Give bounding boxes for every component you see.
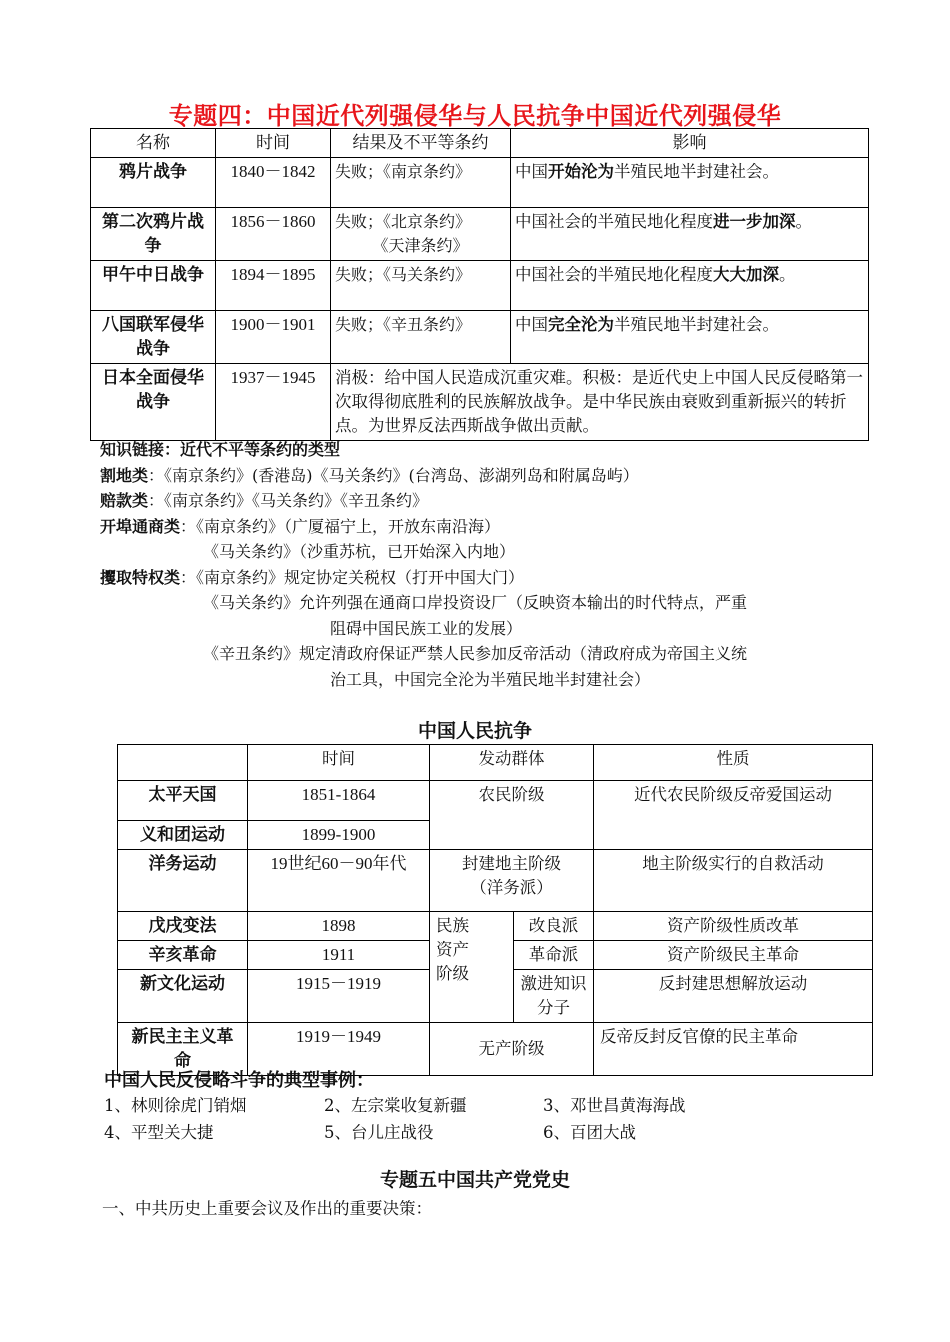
resistance-table xyxy=(117,744,873,1076)
cession-line xyxy=(100,463,870,489)
effect-post: 半殖民地半封建社会。 xyxy=(614,162,779,181)
indemnity-line xyxy=(100,488,870,514)
example-item: 2、左宗棠收复新疆 xyxy=(324,1096,467,1115)
cession-text: ：《南京条约》(香港岛)《马关条约》(台湾岛、澎湖列岛和附属岛屿） xyxy=(148,465,639,485)
cession-label: 割地类 xyxy=(100,465,149,485)
effect-pre: 中国社会的半殖民地化程度 xyxy=(515,212,713,231)
table-header-row xyxy=(91,129,869,158)
event-subgroup: 改良派 xyxy=(514,912,594,941)
effect-post: 半殖民地半封建社会。 xyxy=(614,315,779,334)
war-name: 鸦片战争 xyxy=(91,158,216,208)
group-line-2: （洋务派） xyxy=(470,878,553,897)
table-row xyxy=(91,364,869,441)
invasion-table xyxy=(90,128,869,441)
war-name: 日本全面侵华战争 xyxy=(91,364,216,441)
table-row xyxy=(118,781,873,821)
event-nature: 资产阶级民主革命 xyxy=(594,941,873,970)
event-time: 1915－1919 xyxy=(248,970,430,1023)
event-nature: 地主阶级实行的自救活动 xyxy=(594,850,873,912)
indemnity-text: ：《南京条约》《马关条约》《辛丑条约》 xyxy=(148,491,429,510)
event-name: 太平天国 xyxy=(118,781,248,821)
topic5-heading: 专题五中国共产党党史 xyxy=(379,1169,570,1191)
event-name: 洋务运动 xyxy=(118,850,248,912)
peasant-group: 农民阶级 xyxy=(430,781,594,850)
event-time: 1899-1900 xyxy=(248,821,430,850)
example-item: 3、邓世昌黄海海战 xyxy=(543,1096,686,1115)
event-subgroup: 革命派 xyxy=(514,941,594,970)
effect-post: 。 xyxy=(779,265,796,284)
event-subgroup: 激进知识分子 xyxy=(514,970,594,1023)
event-group xyxy=(430,850,594,912)
header-time: 时间 xyxy=(216,129,331,158)
event-nature: 反帝反封反官僚的民主革命 xyxy=(594,1023,873,1076)
header-name: 名称 xyxy=(91,129,216,158)
event-time: 1851-1864 xyxy=(248,781,430,821)
event-name: 戊戌变法 xyxy=(118,912,248,941)
war-time: 1900－1901 xyxy=(216,311,331,364)
event-group: 无产阶级 xyxy=(430,1023,594,1076)
table-row xyxy=(118,850,873,912)
header-group: 发动群体 xyxy=(430,745,594,781)
topic5-line-1: 一、中共历史上重要会议及作出的重要决策： xyxy=(102,1199,432,1218)
table-row xyxy=(91,311,869,364)
examples-heading: 中国人民反侵略斗争的典型事例： xyxy=(104,1070,374,1091)
table-row xyxy=(91,261,869,311)
war-time: 1894－1895 xyxy=(216,261,331,311)
war-effect xyxy=(511,261,869,311)
war-result: 失败；《马关条约》 xyxy=(331,261,511,311)
war-effect: 消极：给中国人民造成沉重灾难。积极：是近代史上中国人民反侵略第一次取得彻底胜利的民族解放战争。是中华民族由衰败到重新振兴的转折点。为世界反法西斯战争做出贡献。 xyxy=(331,364,869,441)
war-effect xyxy=(511,311,869,364)
event-time: 1911 xyxy=(248,941,430,970)
ports-text-1: ：《南京条约》（广厦福宁上，开放东南沿海） xyxy=(180,516,501,536)
event-time: 1898 xyxy=(248,912,430,941)
event-name: 新民主主义革命 xyxy=(118,1023,248,1076)
treaty-types-section xyxy=(100,437,870,692)
war-time: 1840－1842 xyxy=(216,158,331,208)
effect-bold: 进一步加深 xyxy=(713,212,796,231)
event-time: 1919－1949 xyxy=(248,1023,430,1076)
indemnity-label: 赔款类 xyxy=(100,491,149,510)
privilege-label: 攫取特权类 xyxy=(100,567,181,587)
war-name: 甲午中日战争 xyxy=(91,261,216,311)
group-line-1: 封建地主阶级 xyxy=(462,854,561,873)
resistance-heading: 中国人民抗争 xyxy=(417,720,532,742)
ports-label: 开埠通商类 xyxy=(100,516,181,536)
effect-pre: 中国社会的半殖民地化程度 xyxy=(515,265,713,284)
page-title: 专题四：中国近代列强侵华与人民抗争中国近代列强侵华 xyxy=(168,102,782,130)
example-item: 6、百团大战 xyxy=(543,1123,636,1142)
table-row xyxy=(91,208,869,261)
table-row xyxy=(91,158,869,208)
privilege-text-1: ：《南京条约》规定协定关税权（打开中国大门） xyxy=(180,567,525,587)
effect-bold: 开始沦为 xyxy=(548,162,614,181)
table-row xyxy=(118,912,873,941)
event-name: 新文化运动 xyxy=(118,970,248,1023)
example-item: 5、台儿庄战役 xyxy=(324,1123,434,1142)
header-nature: 性质 xyxy=(594,745,873,781)
result-line-1: 失败；《北京条约》 xyxy=(335,212,472,231)
war-name: 第二次鸦片战争 xyxy=(91,208,216,261)
result-line-2: 《天津条约》 xyxy=(372,236,469,255)
example-item: 4、平型关大捷 xyxy=(104,1123,214,1142)
table-header-row xyxy=(118,745,873,781)
war-time: 1937－1945 xyxy=(216,364,331,441)
privilege-text-2a: 《马关条约》允许列强在通商口岸投资设厂（反映资本输出的时代特点，严重 xyxy=(203,593,748,612)
privilege-text-3a: 《辛丑条约》规定清政府保证严禁人民参加反帝活动（清政府成为帝国主义统 xyxy=(203,644,748,663)
header-blank xyxy=(118,745,248,781)
ports-text-2: 《马关条约》（沙重苏杭，已开始深入内地） xyxy=(203,542,516,561)
effect-post: 。 xyxy=(795,212,812,231)
event-name: 义和团运动 xyxy=(118,821,248,850)
event-nature: 资产阶级性质改革 xyxy=(594,912,873,941)
privilege-text-3b: 治工具，中国完全沦为半殖民地半封建社会） xyxy=(330,669,651,689)
effect-bold: 完全沦为 xyxy=(548,315,614,334)
header-result: 结果及不平等条约 xyxy=(331,129,511,158)
privilege-text-2b: 阻碍中国民族工业的发展） xyxy=(330,618,523,638)
effect-pre: 中国 xyxy=(515,315,548,334)
ports-line xyxy=(100,514,870,540)
war-time: 1856－1860 xyxy=(216,208,331,261)
war-result: 失败；《南京条约》 xyxy=(331,158,511,208)
example-item: 1、林则徐虎门销烟 xyxy=(104,1096,247,1115)
header-time: 时间 xyxy=(248,745,430,781)
event-name: 辛亥革命 xyxy=(118,941,248,970)
peasant-nature: 近代农民阶级反帝爱国运动 xyxy=(594,781,873,850)
effect-bold: 大大加深 xyxy=(713,265,779,284)
war-result: 失败；《辛丑条约》 xyxy=(331,311,511,364)
war-result xyxy=(331,208,511,261)
war-name: 八国联军侵华战争 xyxy=(91,311,216,364)
war-effect xyxy=(511,158,869,208)
header-effect: 影响 xyxy=(511,129,869,158)
bourgeois-group: 民族资产阶级 xyxy=(430,912,514,1023)
privilege-line xyxy=(100,565,870,591)
event-time: 19世纪60－90年代 xyxy=(248,850,430,912)
effect-pre: 中国 xyxy=(515,162,548,181)
war-effect xyxy=(511,208,869,261)
event-nature: 反封建思想解放运动 xyxy=(594,970,873,1023)
treaty-heading: 知识链接：近代不平等条约的类型 xyxy=(100,440,341,459)
